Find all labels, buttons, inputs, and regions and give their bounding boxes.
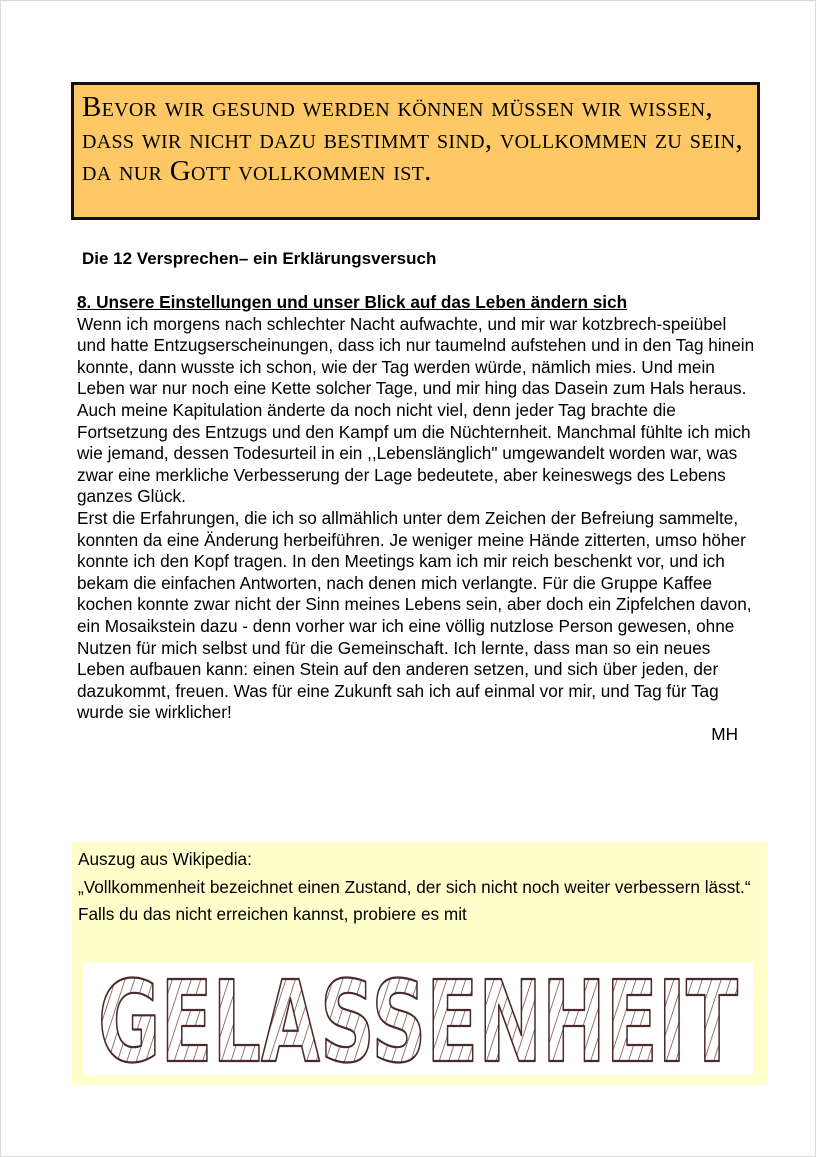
wikipedia-box [72,842,767,1085]
section-heading: 8. Unsere Einstellungen und unser Blick auf das Leben ändern sich [77,292,628,312]
gelassenheit-word-art [83,962,753,1075]
wiki-title: Auszug aus Wikipedia: [78,849,252,869]
gelassenheit-lettering [83,962,753,1075]
wiki-suggestion: Falls du das nicht erreichen kannst, probiere es mit [78,904,467,925]
gelassenheit-word: GELASSENHEIT [98,962,738,1075]
paragraph-1: Wenn ich morgens nach schlechter Nacht aufwachte, und mir war kotzbrech-speiübel und hatte Entzugserscheinungen, dass ich nur taumelnd aufstehen und in den Tag hinein konnte, dann wusste ich schon, wie der Tag werden würde, nämlich mies. Und mein Leben war nur noch eine Kette solcher Tage, und mir hing das Dasein zum Hals heraus. Auch meine Kapitulation änderte da noch nicht viel, denn jeder Tag brachte die Fortsetzung des Entzugs und den Kampf um die Nüchternheit. Manchmal fühlte ich mich wie jemand, dessen Todesurteil in ein ,,Lebenslänglich" umgewandelt worden war, was zwar eine merkliche Verbesserung der Lage bedeutete, aber keineswegs des Lebens ganzes Glück. [77,313,755,507]
author-signature: MH [711,723,738,744]
article-section [77,292,757,745]
paragraph-2: Erst die Erfahrungen, die ich so allmählich unter dem Zeichen der Befreiung sammelte, konnten da eine Änderung herbeiführen. Je weniger meine Hände zitterten, umso höher konnte ich den Kopf tragen. In den Meetings kam ich mir reich beschenkt vor, und ich bekam die einfachen Antworten, nach denen mich verlangte. Für die Gruppe Kaffee kochen konnte zwar nicht der Sinn meines Lebens sein, aber doch ein Zipfelchen davon, ein Mosaikstein dazu - denn vorher war ich eine völlig nutzlose Person gewesen, ohne Nutzen für mich selbst und für die Gemeinschaft. Ich lernte, dass man so ein neues Leben aufbauen kann: einen Stein auf den anderen setzen, und sich über jeden, der dazukommt, freuen. Was für eine Zukunft sah ich auf einmal vor mir, und Tag für Tag wurde sie wirklicher! [77,507,752,723]
quote-box [71,82,760,220]
quote-text: Bevor wir gesund werden können müssen wir wissen, dass wir nicht dazu bestimmt sind, vollkommen zu sein, da nur Gott vollkommen ist. [82,91,743,187]
article-subtitle: Die 12 Versprechen– ein Erklärungsversuch [82,249,437,268]
wiki-quote: „Vollkommenheit bezeichnet einen Zustand, der sich nicht noch weiter verbessern lässt.“ [78,876,751,897]
